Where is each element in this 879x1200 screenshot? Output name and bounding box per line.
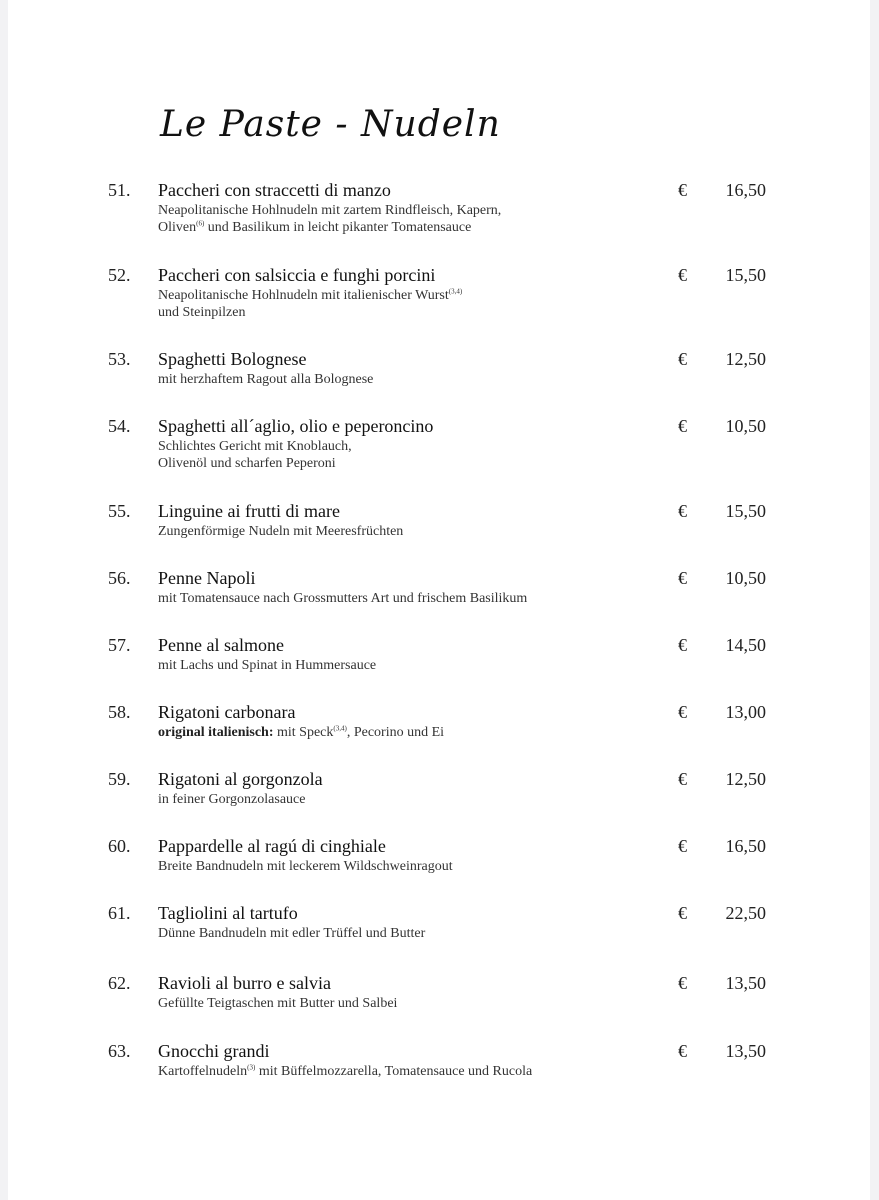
- allergen-note: (3,4): [448, 287, 463, 296]
- item-number: 61.: [108, 903, 131, 923]
- item-price: 15,50: [725, 265, 766, 285]
- description-line: Kartoffelnudeln$^{(3)}$ mit Büffelmozzarella, Tomatensauce und Rucola: [158, 1063, 533, 1079]
- currency-symbol: €: [678, 635, 687, 655]
- item-name: Ravioli al burro e salvia: [158, 973, 331, 993]
- item-description: [158, 925, 678, 942]
- description-line: in feiner Gorgonzolasauce: [158, 792, 306, 807]
- item-number: 60.: [108, 836, 131, 856]
- description-line: Dünne Bandnudeln mit edler Trüffel und Butter: [158, 926, 426, 941]
- currency-symbol: €: [678, 349, 687, 369]
- description-line: Schlichtes Gericht mit Knoblauch,: [158, 439, 352, 454]
- item-price: 15,50: [725, 501, 766, 521]
- description-line: Gefüllte Teigtaschen mit Butter und Salbei: [158, 996, 398, 1011]
- item-description: [158, 858, 678, 875]
- item-name: Gnocchi grandi: [158, 1041, 270, 1061]
- item-name: Rigatoni carbonara: [158, 702, 296, 722]
- item-number: 54.: [108, 416, 131, 436]
- currency-symbol: €: [678, 702, 687, 722]
- item-name: Pappardelle al ragú di cinghiale: [158, 836, 386, 856]
- menu-page: [8, 0, 870, 1200]
- currency-symbol: €: [678, 836, 687, 856]
- item-price: 13,50: [725, 1041, 766, 1061]
- item-description: [158, 287, 678, 321]
- item-price: 14,50: [725, 635, 766, 655]
- item-number: 57.: [108, 635, 131, 655]
- item-number: 59.: [108, 769, 131, 789]
- item-price: 12,50: [725, 349, 766, 369]
- item-price: 13,00: [725, 702, 766, 722]
- currency-symbol: €: [678, 180, 687, 200]
- item-description: [158, 995, 678, 1012]
- description-line: original italienisch: mit Speck$^{(3,4)}$, Pecorino und Ei: [158, 724, 445, 740]
- item-name: Spaghetti all´aglio, olio e peperoncino: [158, 416, 434, 436]
- item-name: Penne Napoli: [158, 568, 256, 588]
- item-price: 10,50: [725, 416, 766, 436]
- allergen-note: (3): [247, 1063, 256, 1072]
- item-description: [158, 657, 678, 674]
- description-line: mit Lachs und Spinat in Hummersauce: [158, 658, 377, 673]
- item-name: Rigatoni al gorgonzola: [158, 769, 323, 789]
- highlight-text: original italienisch:: [158, 725, 274, 740]
- item-description: [158, 590, 678, 607]
- item-price: 12,50: [725, 769, 766, 789]
- currency-symbol: €: [678, 265, 687, 285]
- item-number: 52.: [108, 265, 131, 285]
- item-name: Paccheri con salsiccia e funghi porcini: [158, 265, 436, 285]
- description-line: Neapolitanische Hohlnudeln mit italienischer Wurst$^{(3,4)}$: [158, 287, 463, 303]
- item-price: 16,50: [725, 180, 766, 200]
- description-line: mit herzhaftem Ragout alla Bolognese: [158, 372, 374, 387]
- item-description: [158, 791, 678, 808]
- item-number: 56.: [108, 568, 131, 588]
- currency-symbol: €: [678, 1041, 687, 1061]
- allergen-note: (3,4): [333, 724, 347, 733]
- item-description: [158, 1063, 678, 1080]
- item-price: 16,50: [725, 836, 766, 856]
- item-description: [158, 202, 678, 236]
- item-price: 13,50: [725, 973, 766, 993]
- item-name: Tagliolini al tartufo: [158, 903, 298, 923]
- currency-symbol: €: [678, 973, 687, 993]
- page-title: Le Paste - Nudeln: [160, 104, 501, 145]
- description-line: mit Tomatensauce nach Grossmutters Art und frischem Basilikum: [158, 591, 528, 606]
- item-description: [158, 523, 678, 540]
- item-name: Linguine ai frutti di mare: [158, 501, 340, 521]
- item-name: Paccheri con straccetti di manzo: [158, 180, 391, 200]
- description-line: Oliven$^{(6)}$ und Basilikum in leicht pikanter Tomatensauce: [158, 219, 472, 235]
- item-number: 58.: [108, 702, 131, 722]
- currency-symbol: €: [678, 903, 687, 923]
- item-number: 53.: [108, 349, 131, 369]
- currency-symbol: €: [678, 416, 687, 436]
- item-description: [158, 371, 678, 388]
- allergen-note: (6): [196, 219, 205, 228]
- item-number: 55.: [108, 501, 131, 521]
- item-description: [158, 724, 678, 741]
- item-description: [158, 438, 678, 472]
- description-line: Breite Bandnudeln mit leckerem Wildschweinragout: [158, 859, 453, 874]
- item-price: 22,50: [725, 903, 766, 923]
- item-number: 63.: [108, 1041, 131, 1061]
- description-line: Zungenförmige Nudeln mit Meeresfrüchten: [158, 524, 404, 539]
- item-number: 62.: [108, 973, 131, 993]
- description-line: Olivenöl und scharfen Peperoni: [158, 456, 336, 471]
- item-name: Spaghetti Bolognese: [158, 349, 307, 369]
- item-name: Penne al salmone: [158, 635, 284, 655]
- currency-symbol: €: [678, 769, 687, 789]
- description-line: Neapolitanische Hohlnudeln mit zartem Rindfleisch, Kapern,: [158, 203, 502, 218]
- description-line: und Steinpilzen: [158, 305, 246, 320]
- item-number: 51.: [108, 180, 131, 200]
- item-price: 10,50: [725, 568, 766, 588]
- currency-symbol: €: [678, 568, 687, 588]
- currency-symbol: €: [678, 501, 687, 521]
